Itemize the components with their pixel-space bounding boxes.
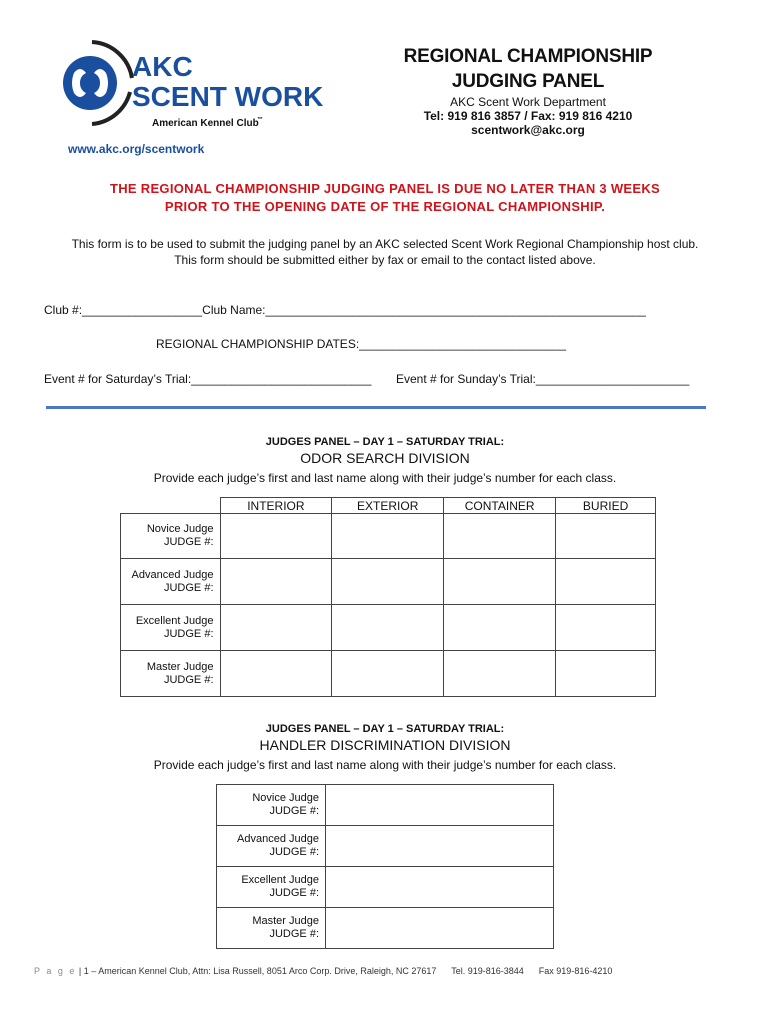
entry-cell[interactable]	[556, 559, 656, 605]
table-row	[217, 908, 554, 949]
entry-cell[interactable]	[326, 867, 554, 908]
row-label: Novice Judge JUDGE #:	[217, 785, 326, 826]
entry-cell[interactable]	[220, 514, 332, 559]
svg-text:American Kennel Club: American Kennel Club	[152, 118, 259, 129]
svg-text:AKC: AKC	[132, 51, 193, 82]
svg-text:SCENT WORK: SCENT WORK	[132, 81, 324, 112]
table-row	[121, 559, 656, 605]
handler-judges-table	[216, 784, 554, 949]
odor-section-header	[0, 436, 770, 485]
handler-section-header	[0, 723, 770, 772]
title-line-2: JUDGING PANEL	[451, 71, 605, 92]
section-divider	[46, 406, 706, 409]
col-exterior: EXTERIOR	[332, 498, 444, 514]
table-row	[217, 785, 554, 826]
entry-cell[interactable]	[444, 514, 556, 559]
handler-subhead: JUDGES PANEL – DAY 1 – SATURDAY TRIAL:	[265, 723, 505, 735]
entry-cell[interactable]	[326, 826, 554, 867]
akc-scent-work-logo	[52, 38, 324, 133]
intro-line-2: This form should be submitted either by fax or email to the contact listed above.	[174, 253, 596, 267]
odor-note: Provide each judge’s first and last name along with their judge’s number for each class.	[153, 471, 617, 485]
entry-cell[interactable]	[556, 605, 656, 651]
entry-cell[interactable]	[326, 785, 554, 826]
entry-cell[interactable]	[556, 514, 656, 559]
page-footer	[34, 966, 612, 976]
table-row	[121, 651, 656, 697]
row-label: Excellent Judge JUDGE #:	[121, 605, 221, 651]
contact-email[interactable]: scentwork@akc.org	[471, 123, 585, 137]
odor-judges-table	[120, 497, 656, 697]
blank-header-cell	[121, 498, 221, 514]
col-container: CONTAINER	[444, 498, 556, 514]
row-label: Advanced Judge JUDGE #:	[121, 559, 221, 605]
deadline-notice	[40, 180, 730, 216]
table-row	[121, 514, 656, 559]
svg-text:™: ™	[257, 117, 263, 123]
entry-cell[interactable]	[220, 559, 332, 605]
table-row	[217, 867, 554, 908]
dates-field-line[interactable]: REGIONAL CHAMPIONSHIP DATES:_______________________________	[156, 337, 567, 351]
contact-block	[378, 95, 678, 137]
table-row	[121, 605, 656, 651]
row-label: Novice Judge JUDGE #:	[121, 514, 221, 559]
handler-title: HANDLER DISCRIMINATION DIVISION	[259, 737, 511, 753]
title-line-1: REGIONAL CHAMPIONSHIP	[403, 46, 653, 67]
akc-logo-icon	[52, 38, 324, 133]
footer-text: | 1 – American Kennel Club, Attn: Lisa Russell, 8051 Arco Corp. Drive, Raleigh, NC 27617 Tel. 919-816-3844 Fax 919-816-4210	[78, 966, 613, 976]
contact-phone: Tel: 919 816 3857 / Fax: 919 816 4210	[423, 109, 633, 123]
row-label: Master Judge JUDGE #:	[121, 651, 221, 697]
entry-cell[interactable]	[332, 514, 444, 559]
sunday-event-field[interactable]: Event # for Sunday’s Trial:_______________________	[396, 372, 690, 386]
table-header-row	[121, 498, 656, 514]
entry-cell[interactable]	[326, 908, 554, 949]
deadline-line-2: PRIOR TO THE OPENING DATE OF THE REGIONAL CHAMPIONSHIP.	[164, 199, 606, 214]
col-interior: INTERIOR	[220, 498, 332, 514]
saturday-event-field[interactable]: Event # for Saturday’s Trial:___________________________	[44, 372, 372, 386]
row-label: Excellent Judge JUDGE #:	[217, 867, 326, 908]
intro-text	[40, 236, 730, 268]
col-buried: BURIED	[556, 498, 656, 514]
entry-cell[interactable]	[332, 651, 444, 697]
odor-title: ODOR SEARCH DIVISION	[300, 450, 470, 466]
club-field-line[interactable]: Club #:__________________Club Name:_________________________________________________________	[44, 303, 646, 317]
entry-cell[interactable]	[444, 651, 556, 697]
intro-line-1: This form is to be used to submit the judging panel by an AKC selected Scent Work Regional Championship host club.	[71, 237, 699, 251]
entry-cell[interactable]	[556, 651, 656, 697]
website-link[interactable]: www.akc.org/scentwork	[68, 142, 205, 156]
entry-cell[interactable]	[444, 605, 556, 651]
page-title	[378, 44, 678, 94]
row-label: Master Judge JUDGE #:	[217, 908, 326, 949]
odor-subhead: JUDGES PANEL – DAY 1 – SATURDAY TRIAL:	[265, 436, 505, 448]
department-name: AKC Scent Work Department	[450, 95, 606, 109]
row-label: Advanced Judge JUDGE #:	[217, 826, 326, 867]
handler-note: Provide each judge’s first and last name along with their judge’s number for each class.	[153, 758, 617, 772]
entry-cell[interactable]	[220, 651, 332, 697]
entry-cell[interactable]	[332, 559, 444, 605]
entry-cell[interactable]	[444, 559, 556, 605]
entry-cell[interactable]	[220, 605, 332, 651]
deadline-line-1: THE REGIONAL CHAMPIONSHIP JUDGING PANEL IS DUE NO LATER THAN 3 WEEKS	[109, 181, 661, 196]
page-label: P a g e	[34, 966, 77, 976]
entry-cell[interactable]	[332, 605, 444, 651]
table-row	[217, 826, 554, 867]
